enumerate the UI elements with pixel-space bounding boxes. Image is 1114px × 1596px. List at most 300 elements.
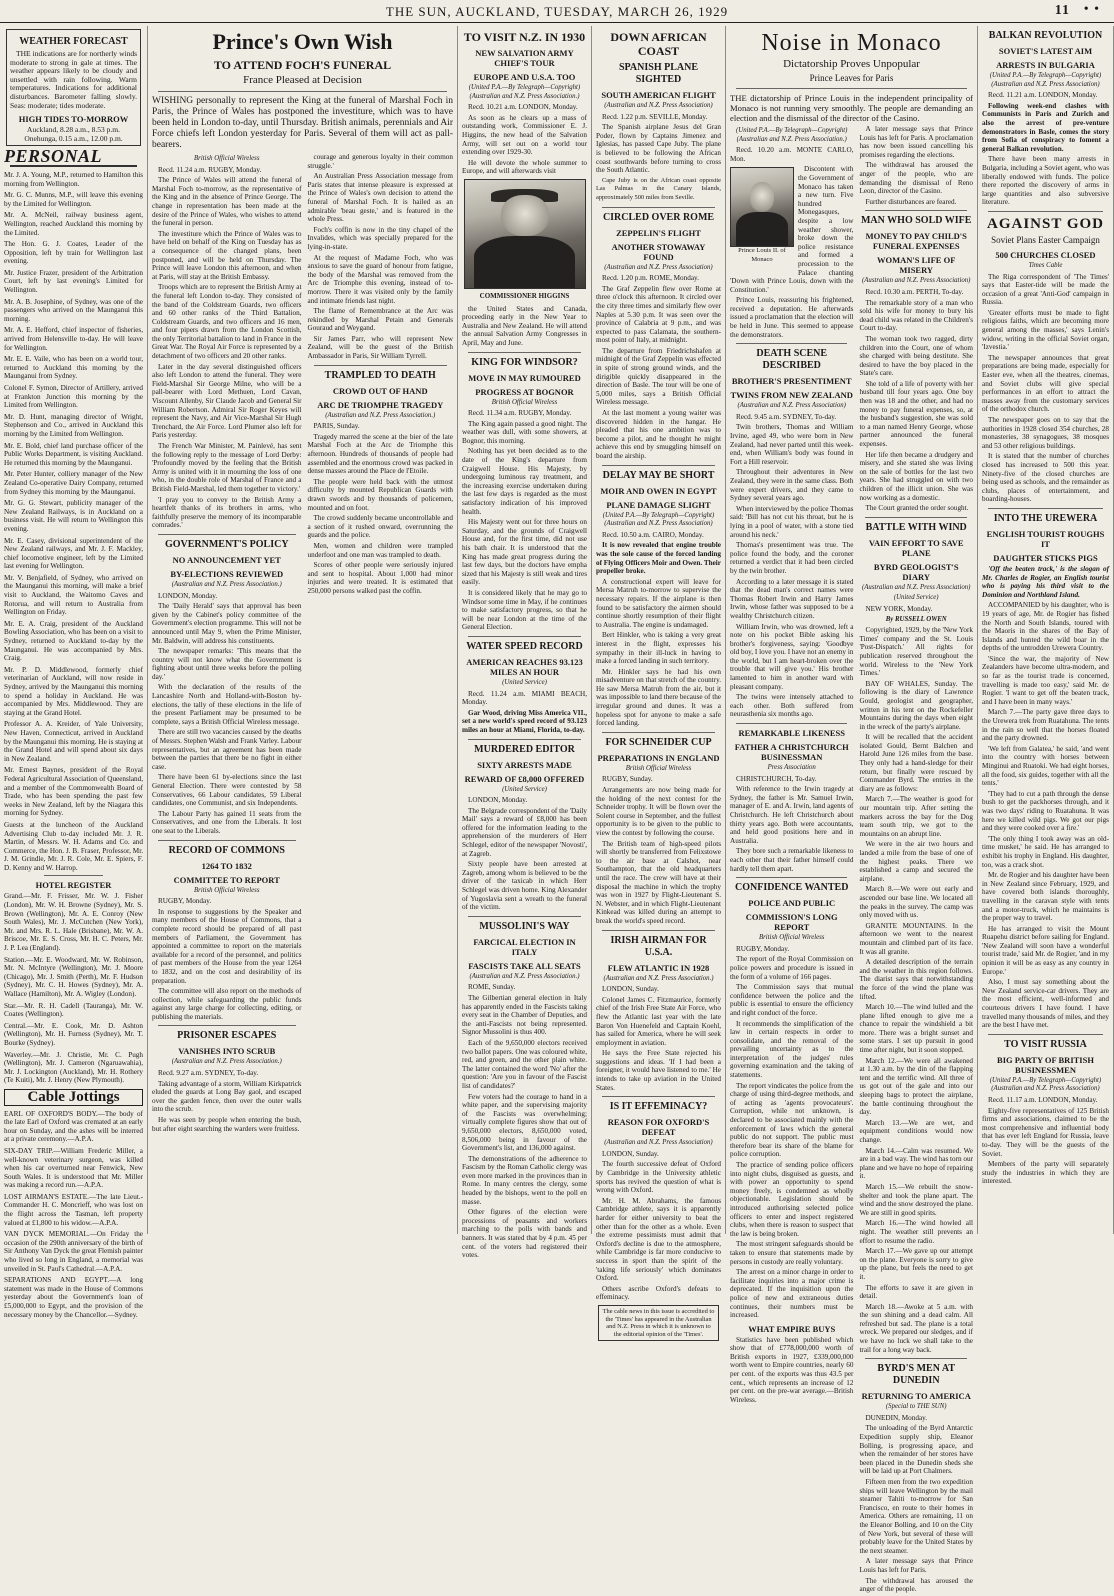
byline: By RUSSELL OWEN (885, 615, 947, 623)
battle-sub2: BYRD GEOLOGIST'S DIARY (873, 561, 959, 582)
commons-sub2: COMMITTEE TO REPORT (173, 874, 280, 885)
paragraph: Mr. H. M. Abrahams, the famous Cambridge athlete, says it is apparently harder for either university to beat the other than for the other as a whole. Even the extreme pessimists must admit that Oxford's decline is due to the atmosphere, while Cambridge is far more conducive to success in sport than the spirit of the 'taking life seriously' which dominates Oxford. (596, 1196, 721, 1283)
weather-box (6, 29, 141, 146)
paragraph: The Belgrade correspondent of the 'Daily Mail' says a reward of £8,000 has been offered for the information leading to the apprehension of the murderers of Herr Schlegel, editor of the newspaper 'Novosti', at Zagreb. (462, 806, 587, 858)
paragraph: 'I pray you to convey to the British Army a heartfelt thanks of its brothers in arms, who faithfully preserve the memory of its incomparable comrades.' (152, 495, 302, 530)
paragraph: A later message says that Prince Louis has left for Paris. (859, 1557, 973, 1574)
dateline: Recd. 10.30 a.m. PERTH, To-day. (865, 287, 964, 296)
dateline: DUNEDIN, Monday. (865, 1413, 928, 1422)
paragraph: Copyrighted, 1929, by the 'New York Times' company and the St. Louis 'Post-Dispatch.' All rights for publication reserved throughout the world. Wireless to the 'New York Times.' (859, 626, 973, 678)
paragraph: As soon as he clears up a mass of outstanding work, Commissioner E. J. Higgins, the new head of the Salvation Army, will set out on a world tour extending over 1929-30. (462, 113, 587, 157)
lead-story-right (308, 153, 454, 1135)
credit: Press Association (767, 764, 816, 772)
paragraph: The 'Daily Herald' says that approval has been given by the Cabinet's policy committee of the Government's election programme. This will not be announced until May 9, when the Prime Minister, Mr. Baldwin, will address his constituents. (152, 602, 302, 645)
dateline: Recd. 11.24 a.m. RUGBY, Monday. (158, 165, 262, 174)
paragraph: It is stated that the number of churches closed has increased to 500 this year. Ninety-five of the closed churches are being used as schools, and the remainder as clubs, places of entertainment, and boarding-houses. (982, 452, 1109, 504)
list-item: Mr. A. E. Hefford, chief inspector of fisheries, arrived from Helensville to-day. He will leave for Wellington. (4, 326, 143, 352)
confidence-sub2: COMMISSION'S LONG REPORT (745, 912, 838, 933)
king-sub2: PROGRESS AT BOGNOR (475, 386, 574, 397)
credit: (Special to THE SUN) (885, 1403, 947, 1411)
zeppelin-sub1: ZEPPELIN'S FLIGHT (616, 227, 701, 238)
weather-heading: WEATHER FORECAST (19, 36, 128, 47)
list-item: Mr. J. A. Young, M.P., returned to Hamilton this morning from Wellington. (4, 170, 143, 188)
credit: (Australian and N.Z. Press Association) (737, 402, 846, 410)
prince-louis-photo-wrap (730, 167, 794, 268)
paragraph: A constructional expert will leave for Mersa Matruh to-morrow to supervise the necessary repairs. If the airplane is then found to be satisfactory the airmen should continue shortly resumption of their flight to Australia. The engine is undamaged. (596, 577, 721, 629)
lead-headline: Prince's Own Wish (212, 29, 393, 54)
paragraph: Colonel James C. Fitzmaurice, formerly chief of the Irish Free State Air Force, who flew the Atlantic last year with the late Baron Von Huenefeld and Captain Koehl, has sailed for America, where he will seek employment in aviation. (596, 995, 721, 1047)
dateline: Recd. 1.22 p.m. SEVILLE, Monday. (602, 112, 708, 121)
dateline: Recd. 9.45 a.m. SYDNEY, To-day. (736, 412, 837, 421)
weather-text: THE indications are for northerly winds moderate to strong in gale at times. The weather appears likely to be cloudy and unsettled with rain following. Warm temperatures. Indications for additional disturbances. Barometer falling slowly. Seas: moderate; tides moderate. (10, 49, 137, 110)
paragraph: Men, women and children were trampled underfoot and one man was trampled to death. (307, 541, 453, 559)
paragraph: According to a later message it is stated that the dead man's correct names were Thomas Robert Irwin and Harry James Irwin, whose father was supposed to be a wealthy Christchurch citizen. (730, 577, 854, 620)
irish-sub1: FLEW ATLANTIC IN 1928 (607, 962, 710, 973)
dateline: LONDON, Sunday. (602, 985, 659, 994)
list-item: Station.—Mr. E. Woodward, Mr. W. Robinson, Mr. N. McIntyre (Wellington), Mr. J. Moore (Chicago), Mr. J. Smith (Perth), Mr. F. Hudson (Sydney), Mr. C. H. Howes (Sydney), Mr. A. Wallace (Hamilton), Mr. A. Wigley (London). (4, 955, 143, 998)
photo-caption: COMMISSIONER HIGGINS (479, 291, 570, 300)
list-item: Waverley.—Mr. J. Christie, Mr. C. Pugh (Wellington), Mr. J. Cameron (Ngaruawahia), Mr. J. Lockington (Auckland), Mr. H. Rothery (Te Kuiti), Mr. J. Henry (New Plymouth). (4, 1050, 143, 1085)
confidence-sub1: POLICE AND PUBLIC (748, 898, 836, 909)
paragraph: The unloading of the Byrd Antarctic Expedition supply ship, Eleanor Bolling, is progressing apace, and when the remainder of her stores have been placed in the Dunedin sheds she will be laid up at Port Chalmers. (859, 1424, 973, 1476)
paragraph: GRANITE MOUNTAINS. In the afternoon we went to the nearest mountain and climbed part of its face. It was all granite. (859, 921, 973, 956)
credit: (Australian and N.Z. Press Association.) (603, 974, 714, 982)
paragraph: Arrangements are now being made for the holding of the next contest for the Schneider trophy. It will be flown over the Solent course in September, and the fullest opportunity is to be given to the public to view the contest by following the course. (596, 786, 721, 837)
paragraph: The Spanish airplane Jesus del Gran Poder, flown by Captains Jimenez and Iglesias, has passed Cape Juby. The plane is believed to be following the African coast southwards before turning to cross the South Atlantic. (596, 123, 721, 175)
salvation-sub2: EUROPE AND U.S.A. TOO (473, 72, 576, 82)
urewera-sub2: DAUGHTER STICKS PIGS (993, 552, 1098, 563)
paragraph: The Prince of Wales will attend the funeral of Marshal Foch to-morrow, as the representative of the King and in the absence of Prince George. The change in representation has been made at the desire of the Prince of Wales, who wishes to attend the funeral in person. (152, 176, 302, 228)
paragraph: There have been 61 by-elections since the last General Election. There were contested by 58 Conservatives, 66 Labour candidates, 59 Liberal candidates, one Communist, and six Independents. (152, 773, 302, 808)
paragraph: The newspaper announces that great preparations are being made, especially for Easter eve, when all the theatres, cinemas, and Soviet clubs will give special performances in an effort to attract the masses away from the customary services of the orthodox church. (982, 353, 1109, 414)
credit: British Official Wireless (758, 934, 825, 942)
paragraph: The Gilbertian general election in Italy has apparently ended in the Fascists taking every seat in the Chamber of Deputies, and the anti-Fascists not being represented. Signor Mussolini is thus 400. (462, 994, 587, 1037)
paragraph: He has arranged to visit the Mount Ruapehu district before sailing for England. 'New Zealand will soon have a wonderful tourist trade,' said Mr. de Rogier, 'and in my opinion it will be as easy as any country in Europe.' (982, 924, 1109, 976)
paragraph: Gar Wood, driving Miss America VII., set a new world's speed record of 93.123 miles an hour at Miami, Florida, to-day. (462, 708, 587, 734)
credit: (United Service) (502, 785, 547, 793)
credit: British Official Wireless (194, 155, 260, 162)
paragraph: March 12.—We were all awakened at 1.30 a.m. by the din of the flapping tent and the terrific wind. All three of us got out of the gale and into our sleeping bags to protect the airplane, the battle continuing throughout the day. (859, 1056, 973, 1117)
personal-list (4, 171, 143, 873)
tides-heading: HIGH TIDES TO-MORROW (18, 114, 129, 125)
paragraph: Mr. Hinkler says he had his own misadventure on that stretch of the country. He saw Mersa Matruh from the air, but it was impossible to land there because of the irregular ground and dunes. It was a hopeless spot for anyone to make a safe forced landing. (596, 667, 721, 728)
dateline: ROME, Sunday. (468, 983, 516, 992)
dateline: LONDON, Monday. (158, 591, 218, 600)
paragraph: Tragedy marred the scene at the bier of the late Marshal Foch at the Arc de Triomphe this afternoon. Hundreds of thousands of people had assembled and the enormous crowd was packed in dense masses around the Place de l'Etoile. (307, 432, 453, 476)
delay-headline: DELAY MAY BE SHORT (602, 469, 715, 481)
paragraph: The most stringent safeguards should be taken to ensure that statements made by persons in custody are really voluntary. (730, 1240, 854, 1266)
man-sub2: WOMAN'S LIFE OF MISERY (877, 255, 956, 276)
paragraph: He will devote the whole summer to Europe, and will afterwards visit (462, 158, 587, 176)
list-item: Mr. P. D. Middlewood, formerly chief veterinarian of Auckland, will now reside in Sydney, arrived by the Maunganui this morning to spend a holiday in Auckland. He was accompanied by Mrs. Middlewood. They are staying at the Grand Hotel. (4, 665, 143, 717)
paragraph: ACCOMPANIED by his daughter, who is 19 years of age, Mr. de Rogier has fished the North and South Islands, toured with the Maoris in the shares of the Bay of Islands and hunted the wild boar in the depths of the untrodden Urewera Country. (982, 601, 1109, 653)
list-item: LOST AIRMAN'S ESTATE.—The late Lieut.-Commander H. C. Moncrieff, who was lost on the flight across the Tasman, left property valued at £1,800 to his widow.—A.P.A. (4, 1192, 143, 1227)
credit: (United P.A.—By Telegraph—Copyright) (Australian and N.Z. Press Association) (989, 1076, 1102, 1093)
paragraph: It is considered likely that he may go to Windsor some time in May, if he continues to make satisfactory progress, so that he will be near London at the time of the General Election. (462, 588, 587, 632)
paragraph: His Majesty went out for three hours on Saturday, and the grounds of Craigwell House and, for the first time, did not use his bath chair. It is understood that the King has made great progress during the last few days, but the doctors have empha sized that his Majesty is still weak and tires easily. (462, 518, 587, 587)
list-item: Professor A. A. Kreider, of Yale University, New Haven, Connecticut, arrived in Auckland by the Maunganui this morning. He is staying at the Grand Hotel and will spend about six days in New Zealand. (4, 720, 143, 763)
paragraph: An Australian Press Association message from Paris states that intense pleasure is expressed at the Prince of Wales's own decision to attend the funeral of Marshal Foch. It is hailed as an admirable 'beau geste,' and is featured in the whole Press. (307, 172, 453, 224)
death-sub2: TWINS FROM NEW ZEALAND (730, 390, 853, 401)
paragraph: Also, I must say something about the New Zealand service-car drivers. They are the most efficient, well-informed and courteous drivers I have found. I have travelled many thousands of miles, and they are the best I have met. (982, 978, 1109, 1030)
list-item: The Hon. G. J. Coates, Leader of the Opposition, left by train for Wellington last evening. (4, 240, 143, 266)
lead-story-left (152, 153, 302, 1135)
irish-headline: IRISH AIRMAN FOR U.S.A. (610, 934, 707, 958)
paragraph: The King again passed a good night. The weather was dull, with some showers, at Bognor, this morning. (462, 419, 587, 445)
dateline: Recd. 11.34 a.m. RUGBY, Monday. (468, 409, 572, 418)
dateline: Recd. 11.24 a.m. MIAMI BEACH, Monday. (462, 689, 587, 707)
dateline: Recd. 9.27 a.m. SYDNEY, To-day. (158, 1069, 259, 1078)
paragraph: Few voters had the courage to hand in a white paper, and the supervising majority of the Fascists was overwhelming; virtually complete figures show that out of 9,650,000 electors, 8,650,000 voted, 8,506,000 being in favour of the Government's list, and 136,000 against. (462, 1092, 587, 1153)
paragraph: 'Since the war, the majority of New Zealanders have become ultra-modern, and so far as the tourist trade is concerned, travelling is made too easy,' said Mr. de Rogier. 'I want to get off the beaten track, and I have been in many ways.' (982, 654, 1109, 706)
dateline: PARIS, Sunday. (313, 422, 360, 431)
byrd-headline: BYRD'S MEN AT DUNEDIN (877, 1363, 956, 1387)
trampled-sub2: ARC DE TRIOMPHE TRAGEDY (317, 399, 444, 410)
paragraph: The demonstrations of the adherence to Fascism by the Roman Catholic clergy was even more marked in the provinces than in Rome. In many centres the clergy, some headed by the bishops, went to the poll en masse. (462, 1154, 587, 1206)
credit: (Australian and N.Z. Press Association) (604, 263, 713, 271)
paragraph: The report vindicates the police from the charge of using third-degree methods, and of acting as 'agents provocateurs'. Corruption, while not unknown, is declared to be associated mainly with the enforcement of laws which the general public do not support. The public must therefore bear its share of the blame for police corruption. (730, 1081, 854, 1159)
paragraph: The report of the Royal Commission on police powers and procedure is issued in the form of a volume of 166 pages. (730, 955, 854, 981)
paragraph: The twins were intensely attached to each other. Both suffered from neurasthenia six months ago. (730, 693, 854, 719)
paragraph: Throughout their adventures in New Zealand, they were in the same class. Both were expert drivers, and they came to Sydney several years ago. (730, 468, 854, 503)
paragraph: It recommends the simplification of the law in certain respects in order to consolidate, and the removal of the prevailing uncertainty as to the interpretation of the judges' rules governing examination and the taking of statements. (730, 1019, 854, 1080)
water-sub1: AMERICAN REACHES 93.123 MILES AN HOUR (466, 656, 583, 677)
urewera-headline: INTO THE UREWERA (993, 512, 1098, 524)
paragraph: The British team of high-speed pilots will shortly be transferred from Felixstowe to the air base at Calshot, near Southampton, that the old headquarters until the race. The crew will have at their disposal the machine in which the trophy was won in 1927 by Flight-Lieutenant S. N. Webster, and in which Flight-Lieutenant Kinkead was killed during an attempt to break the world's speed record. (596, 839, 721, 925)
paragraph: March 10.—The wind lulled and the plane lifted enough to give me a chance to repair the windshield a bit more. There was a bright sunset and some stars. I set up pursuit in good time after night, but it soon stopped. (859, 1003, 973, 1055)
paragraph: The Court granted the order sought. (865, 504, 969, 513)
paragraph: The Graf Zeppelin flew over Rome at three o'clock this afternoon. It circled over the city three times and similarly flew over Naples at 5.30 p.m. It was seen over the province of Calabria at 9 p.m., and was expected to pass Calamata, the southern-most point of Italy, at midnight. (596, 284, 721, 345)
paragraph: He was seen by people when entering the bush, but after eight searching the warders were fruitless. (152, 1116, 302, 1133)
editor-sub1: SIXTY ARRESTS MADE (477, 759, 572, 770)
list-item: Grand.—Mr. F. Frisser, Mr. W. J. Fisher (London), Mr. W. H. Browne (Sydney), Mr. S. Brown (Wellington), Mr. A. E. Conroy (New South Wales), Mr. J. McCutchen (New York), Mr. and Mrs. R. L. Hale (Brisbane), Mr. W. A. Briscoe, Mr. E. S. Cross, Mr. H. C. Peters, Mr. J. P. Lea (England). (4, 892, 143, 953)
paragraph: Nothing has yet been decided as to the date of the King's departure from Craigwell House. His Majesty, by undergoing luminous ray treatment, and the increasing exercise undertaken during the last few days is regarded as the most satisfactory indication of his improved health. (462, 447, 587, 516)
paragraph: In response to suggestions by the Speaker and many members of the House of Commons, that a complete record should be prepared of all past members of Parliament, the Government has appointed a committee to report on the materials available for a record of the personnel, and politics of past members of the House from the year 1264 to 1832, and on the cost and desirability of its preparation. (152, 907, 302, 985)
salvation-sub1: NEW SALVATION ARMY CHIEF'S TOUR (475, 48, 574, 68)
dateline: Recd. 1.20 p.m. ROME, Monday. (602, 274, 699, 283)
lead-deck: France Pleased at Decision (243, 74, 362, 86)
list-item: SIX-DAY TRIP.—William Frederic Miller, a well-known veterinary surgeon, was killed when his car overturned near Fenwick, New South Wales. It is understood that Mr. Miller was making a record run.—A.P.A. (4, 1146, 143, 1190)
paragraph: The withdrawal has aroused the anger of the people, who are demanding the dismissal of Reno Leon, director of the Casino. (859, 161, 973, 196)
paragraph: The Commission says that mutual confidence between the police and the public is essential to ensure the efficiency and right conduct of the force. (730, 983, 854, 1017)
paragraph: The arrest on a minor charge in order to facilitate inquiries into a major crime is deprecated. If the inquisition upon the police of new and extraneous duties continues, their numbers must be increased. (730, 1268, 854, 1320)
buys-headline: WHAT EMPIRE BUYS (748, 1323, 836, 1334)
paragraph: The Riga correspondent of 'The Times' says that Easter-tide will be made the occasion of a great 'Anti-God' campaign in Russia. (982, 272, 1109, 307)
salvation-headline: TO VISIT N.Z. IN 1930 (463, 30, 586, 44)
dateline: NEW YORK, Monday. (865, 604, 933, 613)
paragraph: Taking advantage of a storm, William Kirkpatrick eluded the guards at Long Bay gaol, and escaped over the garden fence, then over the outer walls into the scrub. (152, 1079, 302, 1114)
paragraph: March 18.—Awoke at 5 a.m. with the sun shining and a dead calm. All refreshed but sad. The plane is a total wreck. We prepared our sledges, and if we have no luck we shall take to the trail for a long way back. (859, 1302, 973, 1354)
paragraph: She told of a life of poverty with her husband till four years ago. One boy then was 18 and the other, and had no money to pay funeral expenses, so, at the husband's suggestion, she was sold to a man named Henry George, whose partner announced the funeral expenses. (859, 379, 973, 449)
god-headline: AGAINST GOD (987, 215, 1104, 232)
king-headline: KING FOR WINDSOR? (471, 356, 578, 368)
list-item: Central.—Mr. E. Cook, Mr. D. Ashton (Wellington), Mr. H. Furness (Sydney), Mr. T. Bourke (Sydney). (4, 1021, 143, 1047)
prince-louis-photo (730, 167, 794, 247)
paragraph: A later message says that Prince Louis has left for Paris. A proclamation has now been issued cancelling his promises regarding the elections. (859, 125, 973, 159)
paragraph: They bore such a remarkable likeness to each other that their father himself could hardly tell them apart. (730, 847, 854, 873)
commons-sub1: 1264 TO 1832 (201, 860, 252, 871)
column-7 (978, 26, 1114, 1234)
zeppelin-headline: CIRCLED OVER ROME (602, 211, 715, 223)
list-item: Mr. E. Casey, divisional superintendent of the New Zealand railways, and Mr. J. F. Mackley, chief locomotive engineer, left by the Limited last evening for Wellington. (4, 536, 143, 571)
paragraph: The woman took two ragged, dirty children into the Court, one of whom she charged with being destitute. She desired to have the boy placed in the State's care. (859, 334, 973, 378)
balkan-sub2: ARRESTS IN BULGARIA (996, 60, 1095, 70)
trampled-sub1: CROWD OUT OF HAND (332, 385, 428, 396)
paragraph: Statistics have been published which show that of £778,000,000 worth of British exports in 1927, £339,000,000 worth went to Empire countries, nearly 60 per cent. of the exports was thus 43.5 per cent., which represents an increase of 12 per cent. on the pre-war average.—British Wireless. (730, 1335, 854, 1404)
monaco-sub1: Dictatorship Proves Unpopular (783, 58, 920, 70)
credit: (Australian and N.Z. Press Association) (862, 277, 971, 285)
king-sub1: MOVE IN MAY RUMOURED (468, 372, 581, 383)
paragraph: William Irwin, who was drowned, left a note on his pocket Bible asking his brother's forgiveness, saying: 'Goodbye old boy, I love you. I have not an enemy in the world, but I am heart-broken over the trouble that will give you.' His brother lamented to him in another ward with pleasant company. (730, 622, 854, 691)
african-sub1: SPANISH PLANE SIGHTED (619, 62, 698, 85)
death-sub1: BROTHER'S PRESENTIMENT (731, 376, 852, 387)
paragraph: The withdrawal has aroused the anger of the people. (859, 1576, 973, 1594)
paragraph: At the last moment a young waiter was discovered hidden in the hangar. He pleaded that his one ambition was to become a pilot, and he thought he might achieve this end by smuggling himself on board the airship. (596, 409, 721, 460)
prisoner-headline: PRISONER ESCAPES (177, 1030, 277, 1042)
paragraph: The practice of sending police officers into night clubs, disguised as guests, and with power an opportunity to spend money freely, is condemned as wholly objectionable. Legislation should be introduced authorising selected police officers to enter and inspect registered clubs, when there is reason to suspect that the law is being broken. (730, 1161, 854, 1238)
man-sub1: MONEY TO PAY CHILD'S FUNERAL EXPENSES (865, 231, 967, 252)
credit: British Official Wireless (491, 398, 558, 406)
paragraph: There are still two vacancies caused by the deaths of Messrs. Stephen Walsh and Frank Varley. Labour representatives, but an agreement has been made between the parties that there be no fight in either case. (152, 728, 302, 771)
paragraph: Scores of other people were seriously injured and sent to hospital. About 1,000 had minor injuries and were treated. It is estimated that 250,000 persons walked past the coffin. (307, 561, 453, 595)
paragraph: Cape Juby is on the African coast opposite Las Palmas in the Canary Islands, approximately 500 miles from Seville. (596, 176, 721, 201)
list-item: Mr. V. Benjafield, of Sydney, who arrived on the Maunganui this morning, will make a brief visit to Auckland, the Waitomo Caves and Rotorua, and will return to Australia from Wellington on Friday. (4, 573, 143, 617)
paragraph: Sixty people have been arrested at Zagreb, among whom is believed to be the driver of the taxicab in which Herr Schlegel was driven home. King Alexander of Yugoslavia sent a wreath to the funeral of the victim. (462, 860, 587, 912)
paragraph: The departure from Friedrichshafen at midnight of the Graf Zeppelin was effected in spite of strong ground winds, and the dirigible quickly disappeared in the direction of Basle. The tour will be one of 5,000 miles, says a British Official Wireless message. (596, 346, 721, 407)
mussolini-sub1: FARCICAL ELECTION IN ITALY (473, 936, 576, 957)
credit: (Australian and N.Z. Press Association) (862, 583, 971, 591)
credit: (Australian and N.Z. Press Association) (604, 102, 713, 109)
credit: British Official Wireless (194, 886, 260, 894)
paragraph: The fourth successive defeat of Oxford by Cambridge in the University athletic sports has revived the question of what is wrong with Oxford. (596, 1160, 721, 1195)
credit: (United P.A.—By Telegraph—Copyright) (Australian and N.Z. Press Association.) (736, 127, 848, 143)
mussolini-sub2: FASCISTS TAKE ALL SEATS (468, 960, 581, 971)
paragraph: The committee will also report on the methods of collection, while safeguarding the public funds against any large charge for collecting, editing, or publishing the materials. (152, 987, 302, 1021)
man-headline: MAN WHO SOLD WIFE (860, 215, 972, 227)
paragraph: A detailed description of the terrain and the weather in this region follows. The diarist says that notwithstanding the force of the wind the plane was lifted. (859, 958, 973, 1001)
masthead-marks: • • (1083, 2, 1100, 17)
dateline: Recd. 11.17 a.m. LONDON, Monday. (988, 1096, 1098, 1104)
paragraph: The Labour Party has gained 11 seats from the Conservatives, and one from the Liberals. It lost one seat to the Liberals. (152, 809, 302, 835)
paragraph: Twin brothers, Thomas and William Irvine, aged 49, who were born in New Zealand, had never parted until this week-end, when William's body was found in Fort a Hill reservoir. (730, 423, 854, 466)
govt-headline: GOVERNMENT'S POLICY (164, 538, 289, 550)
monaco-sub2: Prince Leaves for Paris (809, 73, 894, 83)
paragraph: Following week-end clashes with Communists in Paris and Zurich and also the arrest of pre-venture demonstrators in Basle, comes the story from Sofia of conspiracy to foment a general Balkan revolution. (982, 101, 1109, 153)
paragraph: Others ascribe Oxford's defeats to effeminacy. (596, 1284, 721, 1302)
editor-headline: MURDERED EDITOR (474, 743, 575, 755)
paragraph: Thomas's presentiment was true. The police found the body, and the coroner returned a verdict that it had been circled by the twin brother. (730, 541, 854, 575)
paragraph: March 16.—The wind howled all night. The weather still prevents an effort to resume the radio. (859, 1219, 973, 1245)
hotel-register-heading: HOTEL REGISTER (35, 880, 112, 891)
list-item: SEPARATIONS AND EGYPT.—A long statement was made in the House of Commons yesterday about the Government's loan of £5,000,000 to Egypt, and the provision of the necessary money by the Chancellor.—Sydney. (4, 1276, 143, 1319)
credit: (United P.A.—By Telegraph—Copyright) (Australian and N.Z. Press Association) (602, 511, 715, 528)
african-sub2: SOUTH AMERICAN FLIGHT (601, 90, 716, 100)
paragraph: March 7.—The party gave three days to the Urewera trek from Ruatahuna. The tents in the rain so well that the horses floated and the party drowned. (982, 708, 1109, 743)
paragraph: At the request of Madame Foch, who was anxious to save the guard of honour from fatigue, the body of the Marshal was removed from the Arc de Triomphe this evening, instead of to-morrow. There it was visited only by the family and intimate friends last night. (307, 253, 453, 305)
paragraph: The newspaper goes on to say that the authorities in 1928 closed 354 churches, 28 monasteries, 38 synagogues, 38 mosques and 53 other religious buildings. (982, 416, 1109, 450)
balkan-headline: BALKAN REVOLUTION (988, 30, 1103, 41)
paragraph: The French War Minister, M. Painlevé, has sent the following reply to the message of Lord Derby: 'Profoundly moved by the feeling that the British Army is united with it in mourning the loss of one who, in the double role of Marshal of France and a British Field-Marshal, led them together to victory.' (152, 442, 302, 493)
dateline: CHRISTCHURCH, To-day. (736, 774, 817, 783)
column-1 (0, 26, 148, 1319)
god-sub2: 500 CHURCHES CLOSED (995, 249, 1096, 260)
paragraph: Her life then became a drudgery and misery, and she stated she was living on the sale of bottles for the last two years. She had struggled on with two children of the illicit union. She was now working as a domestic. (859, 450, 973, 502)
lead-paragraph: WISHING personally to represent the King at the funeral of Marshal Foch in Paris, the Prince of Wales has postponed the investiture, which was to have been held in London to-day, until Thursday. British animals, perennials and Air Force chiefs left London yesterday for Paris. Several of them will act as pall-bearers. (152, 96, 453, 150)
effeminacy-sub1: REASON FOR OXFORD'S DEFEAT (607, 1117, 710, 1138)
commons-headline: RECORD OF COMMONS (168, 844, 285, 856)
paragraph: Troops which are to represent the British Army at the funeral left London to-day. They consisted of the band of the Coldstream Guards, two officers and 60 other ranks of the Third Battalion, Coldstream Guards, and two officers and 16 men, and four pipers drawn from the London Scottish, the only Territorial battalion to land in France in the Great War. The Royal Air Force is represented by a detachment of two officers and 20 other ranks. (152, 283, 302, 361)
dateline: Recd. 10.21 a.m. LONDON, Monday. (468, 103, 578, 112)
mussolini-headline: MUSSOLINI'S WAY (479, 920, 570, 932)
paragraph: It is now revealed that engine trouble was the sole cause of the forced landing of Flying Officers Moir and Owen. Their propeller broke. (596, 541, 721, 576)
list-item: EARL OF OXFORD'S BODY.—The body of the late Earl of Oxford was cremated at an early hour on Sunday, and the ashes will be interred at a private ceremony.—A.P.A. (4, 1109, 143, 1144)
delay-sub1: MOIR AND OWEN IN EGYPT (600, 485, 717, 496)
credit: (United P.A.—By Telegraph—Copyright) (Australian and N.Z. Press Association) (989, 72, 1102, 88)
list-item: Guests at the luncheon of the Auckland Advertising Club to-day included Mr. J. R. Martin, of Messrs. W. H. Adams and Co. and Commerce, the Hon. J. B. Fraser, Professor, Mr. J. M. Grindle, Mr. J. R. Cole, Mr. E. Spiers, F. D. Kenny and W. Harrop. (4, 820, 143, 872)
paragraph: courage and generous loyalty in their common struggle.' (307, 153, 453, 170)
monaco-left (730, 125, 853, 1596)
column-3 (458, 26, 592, 1260)
balkan-sub1: SOVIET'S LATEST AIM (998, 46, 1093, 56)
delay-sub2: PLANE DAMAGE SLIGHT (606, 499, 711, 510)
paragraph: Discontent with the Government of Monaco has taken a new turn. Five hundred Monegasques, despite a low weather shower, broke down the police resistance and formed a procession to the Palace chanting 'Down with Prince Louis, down with the Constitution.' (730, 165, 854, 294)
govt-sub1: NO ANNOUNCEMENT YET (172, 554, 281, 565)
dateline: RUGBY, Sunday. (602, 775, 653, 784)
paragraph: Each of the 9,650,000 electors received two ballot papers. One was coloured white, red, and green, and the other plain white. The latter contained the word 'No' after the question: 'Are you in favour of the Fascist list of candidates?' (462, 1038, 587, 1090)
list-item: Mr. G. G. Stewart, publicity manager of the New Zealand Railways, is in Auckland on a business visit. He will return to Wellington this evening. (4, 499, 143, 533)
paragraph: 'They had to cut a path through the dense bush to get the packhorses through, and it was two days' riding to Ruatahuna. It was here we killed wild pigs. We got our pigs and they were cooked over a fire.' (982, 789, 1109, 833)
african-headline: DOWN AFRICAN COAST (610, 30, 707, 58)
paragraph: With the declaration of the results of the Lancashire North and Holland-with-Boston by-elections, the tally of these elections in the life of the present Parliament may be presumed to be complete, says a British Official Wireless message. (152, 683, 302, 726)
paragraph: Eighty-five representatives of 125 British firms and associations, claimed to be the most comprehensive and influential body that has ever left England for Russia, leave to-day. They will be the guests of the Soviet. (982, 1106, 1109, 1158)
dateline: Recd. 10.50 a.m. CAIRO, Monday. (602, 530, 704, 539)
page-number: 11 (1054, 3, 1070, 18)
paragraph: 'We left from Galatea,' he said, 'and went into the country with horses between Minginui and Ruatoki. We had eight horses, all the food, six guides, together with all the tents.' (982, 744, 1109, 788)
tides-text: Auckland, 8.28 a.m., 8.53 p.m. Onehunga, 0.15 a.m., 12.00 p.m. (24, 125, 123, 143)
dateline: Recd. 11.21 a.m. LONDON, Monday. (988, 91, 1098, 100)
credit: (United Service) (502, 678, 547, 686)
paragraph: BAY OF WHALES, Sunday. The following is the diary of Lawrence Gould, geologist and geographer, written in his tent on the Rockefeller Mountains during the days when eight in the wreck of the party's airplane. (859, 679, 973, 731)
confidence-headline: CONFIDENCE WANTED (734, 882, 849, 894)
death-headline: DEATH SCENE DESCRIBED (756, 348, 828, 372)
prisoner-sub: VANISHES INTO SCRUB (178, 1046, 276, 1057)
paragraph: 'Greater efforts must be made to fight religious faiths, which are becoming more general among the masses,' says Lenin's widow, writing in the official Soviet organ, 'Izvestia.' (982, 308, 1109, 352)
list-item: Mr. Ernest Baynes, president of the Royal Federal Agricultural Association of Queensland, and a member of the Commonwealth Board of Trade, who has been spending the past few weeks in New Zealand, left by the Niagara this morning for Sydney. (4, 766, 143, 818)
dateline: RUGBY, Monday. (158, 897, 212, 906)
urewera-sub1: ENGLISH TOURIST ROUGHS IT (986, 528, 1105, 549)
paragraph: Prince Louis, reassuring his frightened, received a deputation. He afterwards issued a proclamation that the election will be held in June. This seemed to appease the demonstrators. (730, 296, 854, 339)
monaco-right (859, 125, 973, 1596)
god-sub1: Soviet Plans Easter Campaign (991, 234, 1100, 245)
footnote-box: The cable news in this issue is accredited to the 'Times' has appeared in the Australian and N.Z. Press in which it is unknown to the editorial opinion of the 'Times'. (598, 1305, 719, 1341)
credit: (Australian and N.Z. Press Association) (604, 1139, 713, 1147)
dateline: LONDON, Sunday. (602, 1149, 659, 1158)
paragraph: It will be recalled that the accident isolated Gould, Bernt Balchen and Harold June 126 miles from the base. They only had a hand-sledge for their return, but finally were rescued by Commander Byrd. The entries in the diary are as follows: (859, 733, 973, 793)
paragraph: The flame of Remembrance at the Arc was rekindled by Marshal Petain and Generals Gouraud and Weygand. (307, 307, 453, 333)
schneider-sub1: PREPARATIONS IN ENGLAND (597, 752, 720, 763)
list-item: Mr. Peter Hunter, colliery manager of the New Zealand Co-operative Dairy Company, returned from Sydney this morning by the Maunganui. (4, 470, 143, 496)
schneider-headline: FOR SCHNEIDER CUP (605, 736, 712, 748)
dateline: Recd. 10.20 a.m. MONTE CARLO, Mon. (730, 146, 854, 163)
paragraph: 'The only thing I took away was an old-time musket,' he said. He has arranged to exhibit his trophy in England. His daughter, too, was a crack shot. (982, 834, 1109, 869)
paragraph: Later in the day several distinguished officers also left London to attend the funeral. They were Field-Marshal Sir George Milne, who will be a pall-bearer with Lord Methuen, Lord Cavan, Viscount Allenby, Sir Claude Jacob and General Sir William Robertson. Admiral Sir Roger Keyes will represent the Navy, and Air Vice-Marshal Sir Hugh Trenchard, the Air Force. Lord Plumer also left for Paris yesterday. (152, 362, 302, 440)
trampled-headline: TRAMPLED TO DEATH (324, 369, 436, 381)
paragraph: The newspaper remarks: 'This means that the country will not know what the Government is fighting about until three weeks before the polling day.' (152, 647, 302, 681)
credit: (Australian and N.Z. Press Association.) (171, 1058, 282, 1066)
zeppelin-sub2: ANOTHER STOWAWAY FOUND (611, 241, 706, 262)
credit: (United P.A.—By Telegraph—Copyright) (Australian and N.Z. Press Association.) (468, 84, 581, 100)
list-item: Mr. G. C. Munns, M.P., will leave this evening by the Limited for Wellington. (4, 191, 143, 208)
list-item: Mr. Justice Frazer, president of the Arbitration Court, left by last evening's Limited for Wellington. (4, 268, 143, 295)
lead-subhead: TO ATTEND FOCH'S FUNERAL (213, 58, 392, 72)
cable-jottings-heading: Cable Jottings (4, 1089, 143, 1106)
paragraph: There have been many arrests in Bulgaria, including a Soviet agent, who was liberally endowed with funds. The police there reported the discovery of arms in large quantities and also subversive literature. (982, 155, 1109, 207)
column-4 (592, 26, 726, 1338)
paragraph: With reference to the Irwin tragedy at Sydney, the father is Mr. Samuel Irwin, manager of E. and A. Irwin, land agents of Christchurch. He left Christchurch about thirty years ago. Both were accountants, and held good positions here and in Australia. (730, 785, 854, 845)
paragraph: We were in the air two hours and landed a mile from the base of one of the highest peaks. There we established a camp and secured the airplane. (859, 840, 973, 883)
credit: Times Cable (1028, 261, 1063, 269)
list-item: Mr. D. Hunt, managing director of Wright, Stephenson and Co., arrived in Auckland this morning by the Limited from Wellington. (4, 412, 143, 438)
list-item: Mr. E. Bold, chief land purchase officer of the Public Works Department, is visiting Auckland. He returned this morning by the Maunganui. (4, 441, 143, 467)
paragraph: Bert Hinkler, who is taking a very great interest in the flight, expresses his sympathy in their ill-luck in having to make a forced landing in such territory. (596, 631, 721, 666)
list-item: Mr. A. McNeil, railway business agent, Wellington, reached Auckland this morning by the Limited. (4, 211, 143, 237)
paragraph: Further disturbances are feared. (865, 197, 957, 206)
credit: British Official Wireless (625, 764, 692, 772)
paragraph: March 17.—We gave up our attempt on the plane. Everyone is sorry to give up the plane, but feels the need to get it. (859, 1247, 973, 1281)
dateline: LONDON, Monday. (468, 796, 528, 805)
govt-sub2: BY-ELECTIONS REVIEWED (170, 568, 284, 579)
russia-sub1: BIG PARTY OF BRITISH BUSINESSMEN (997, 1054, 1094, 1075)
paragraph: The investiture which the Prince of Wales was to have held on behalf of the King on Tuesday has as a consequence of the changed plans, been postponed, and will be held on Thursday. The Prince will leave London this afternoon, and when at Paris, will stay at the British Embassy. (152, 229, 302, 281)
list-item: Mr. E. A. Craig, president of the Auckland Bowling Association, who has been on a visit to Sydney, returned to Auckland to-day by the Maunganui. He was accompanied by Mrs. Craig. (4, 619, 143, 663)
credit: (Australian and N.Z. Press Association.) (171, 580, 282, 588)
masthead (0, 0, 1114, 23)
paragraph: March 15.—We rebuilt the snow-shelter and took the plane apart. The wind and the snow destroyed the plane. We are still in good spirits. (859, 1182, 974, 1217)
paragraph: March 14.—Calm was resumed. We are in a bad way. The wind has torn our plane and we have no hope of repairing it. (859, 1146, 974, 1181)
paragraph: The efforts to save it are given in detail. (859, 1283, 973, 1301)
monaco-headline: Noise in Monaco (761, 30, 942, 56)
paragraph: When interviewed by the police Thomas said: 'Bill has not cut his throat, but he is lying in a pool of water, with a stone tied around his neck.' (730, 504, 854, 539)
credit: (Australian and N.Z. Press Association.) (325, 411, 436, 419)
paragraph: The remarkable story of a man who sold his wife for money to bury his dead child was related in the Children's Court to-day. (859, 298, 973, 333)
column-5 (726, 26, 978, 1594)
battle-headline: BATTLE WITH WIND (865, 521, 967, 533)
paragraph: March 7.—The weather is good for our mountain trip. After setting the markers across the bay for the Dog team south trip, we got to the mountains on an abrupt line. (859, 795, 973, 838)
battle-sub1: VAIN EFFORT TO SAVE PLANE (868, 537, 964, 558)
paragraph: The people were held back with the utmost difficulty by mounted Republican Guards with drawn swords and by thousands of policemen, mounted and on foot. (307, 477, 453, 512)
lead-paragraph: THE dictatorship of Prince Louis in the independent principality of Monaco is not running very smoothly. The people are demanding an election and the dismissal of the director of the Casino. (730, 93, 973, 123)
paragraph: Fifteen men from the two expedition ships will leave Wellington by the mail steamer Tahiti to-morrow for San Francisco, en route to their homes in America. Others are remaining, 11 on the Eleanor Bolling, and 10 on the City of New York, but several of these will probably leave for the United States by the next steamer. (859, 1478, 973, 1555)
list-item: Star.—Mr. R. H. Cadell (Tauranga), Mr. W. Coates (Wellington). (4, 1001, 143, 1019)
personal-heading: PERSONAL (4, 146, 103, 167)
column-2 (148, 26, 458, 1234)
paragraph: Foch's coffin is now in the tiny chapel of the Invalides, which was specially prepared for the lying-in-state. (307, 225, 453, 251)
credit: (United Service) (893, 594, 939, 602)
editor-sub2: REWARD OF £8,000 OFFERED (464, 773, 585, 784)
paragraph: Mr. de Rogier and his daughter have been in New Zealand since February, 1929, and have covered both islands thoroughly, travelling in the caravan style with tents and a motor-truck, which he maintains is the proper way to travel. (982, 871, 1109, 923)
paragraph: March 8.—We were out early and ascended our base line. We located all the peaks in the survey. The camp was only moved with us. (859, 885, 973, 920)
photo-caption: Prince Louis II. of Monaco (738, 247, 786, 263)
paragraph: Other figures of the election were processions of peasants and workers marching to the polls with bands and banners. It was stated that by 4 p.m. 45 per cent. of the voters had registered their votes. (462, 1208, 587, 1260)
list-item: Mr. E. E. Vaile, who has been on a world tour, returned to Auckland this morning by the Maunganui from Sydney. (4, 355, 143, 381)
list-item: Colonel F. Symon, Director of Artillery, arrived at Frankton Junction this morning by the Limited from Wellington. (4, 384, 143, 410)
credit: (Australian and N.Z. Press Association.) (469, 972, 580, 980)
paragraph: The crowd suddenly became uncontrollable and a section of it rushed onward, overrunning the guards and the police. (307, 514, 453, 540)
paragraph: March 13.—We are wet, and equipment conditions would now change. (859, 1118, 973, 1144)
byrd-sub: RETURNING TO AMERICA (861, 1391, 971, 1402)
list-item: VAN DYCK MEMORIAL.—On Friday the occasion of the 290th anniversary of the birth of Sir Anthony Van Dyck the great Flemish painter who lived so long in England, a memorial was unveiled in St. Paul's Cathedral.—A.P.A. (4, 1230, 143, 1273)
paragraph: He says the Free State rejected his suggestions and ideas. 'If I had been a foreigner, it would have listened to me.' He intends to take up aviation in the United States. (596, 1049, 721, 1092)
